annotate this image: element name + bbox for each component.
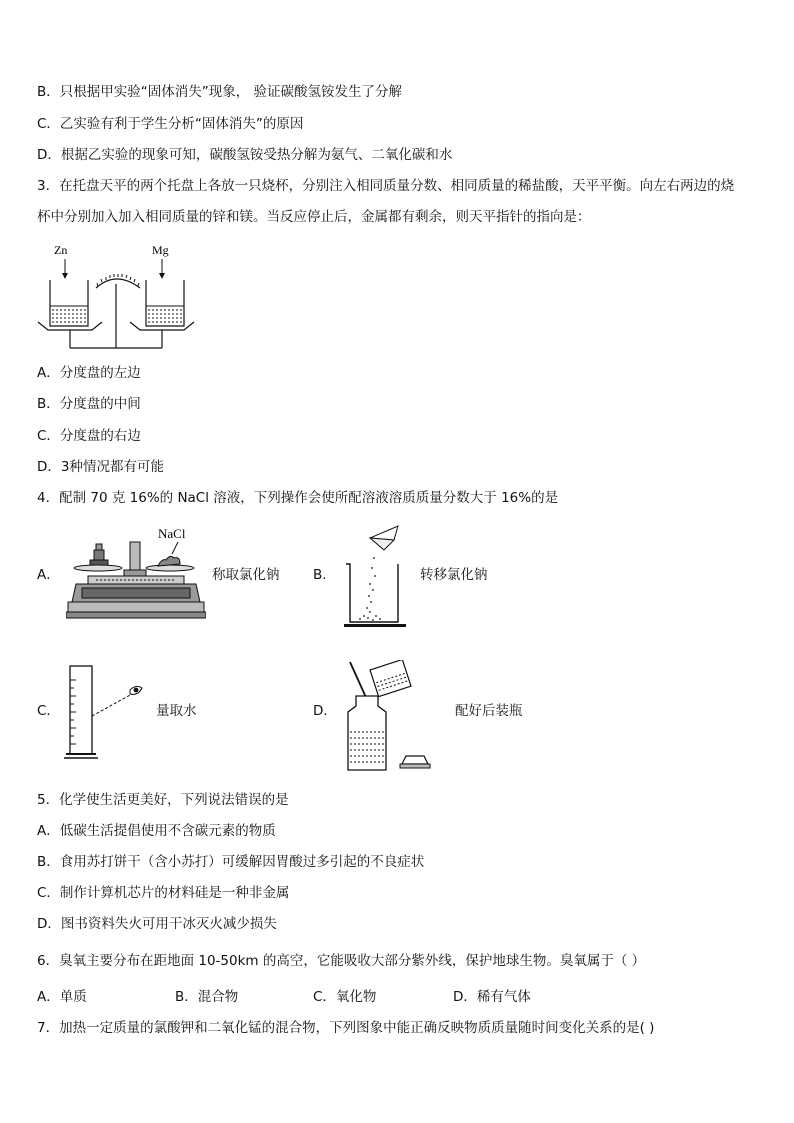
q4-a-label: 称取氯化钠 [212, 567, 280, 583]
q4-c-label: 量取水 [156, 703, 197, 719]
measuring-cylinder-figure [62, 664, 152, 764]
q4-stem: 4．配制 70 克 16%的 NaCl 溶液，下列操作会使所配溶液溶质质量分数大于 16%的是 [37, 490, 559, 506]
q6-option-c: C．氧化物 [313, 989, 377, 1005]
mg-label: Mg [152, 243, 169, 257]
q6-option-d: D．稀有气体 [453, 989, 531, 1005]
q4-b-label: 转移氯化钠 [420, 567, 488, 583]
q3-stem-line2: 杯中分别加入加入相同质量的锌和镁。当反应停止后，金属都有剩余，则天平指针的指向是： [37, 209, 591, 225]
q4-d-label: 配好后装瓶 [455, 703, 523, 719]
q5-option-c: C．制作计算机芯片的材料硅是一种非金属 [37, 885, 290, 901]
q3-option-d: D．3种情况都有可能 [37, 459, 164, 475]
weighing-balance-figure [66, 522, 206, 626]
q2-option-c: C．乙实验有利于学生分析“固体消失”的原因 [37, 116, 304, 132]
bottle-filling-figure [340, 660, 450, 772]
q5-option-a: A．低碳生活提倡使用不含碳元素的物质 [37, 823, 276, 839]
q3-option-b: B．分度盘的中间 [37, 396, 141, 412]
q3-option-a: A．分度盘的左边 [37, 365, 141, 381]
q4-a-letter: A． [37, 567, 60, 583]
q3-option-c: C．分度盘的右边 [37, 428, 141, 444]
q5-option-d: D．图书资料失火可用干冰灭火减少损失 [37, 916, 277, 932]
nacl-label: NaCl [158, 526, 186, 541]
transfer-salt-figure [340, 524, 410, 630]
q5-option-b: B．食用苏打饼干（含小苏打）可缓解因胃酸过多引起的不良症状 [37, 854, 425, 870]
q2-option-b: B．只根据甲实验“固体消失”现象， 验证碳酸氢铵发生了分解 [37, 84, 403, 100]
q7-stem: 7．加热一定质量的氯酸钾和二氧化锰的混合物，下列图象中能正确反映物质质量随时间变化关系的是( ) [37, 1020, 655, 1036]
q6-stem: 6．臭氧主要分布在距地面 10-50km 的高空，它能吸收大部分紫外线，保护地球生物。臭氧属于（ ） [37, 953, 646, 969]
zn-label: Zn [54, 243, 68, 257]
balance-beakers-figure [36, 240, 196, 352]
q4-c-letter: C． [37, 703, 60, 719]
q3-stem-line1: 3．在托盘天平的两个托盘上各放一只烧杯，分别注入相同质量分数、相同质量的稀盐酸，天平平衡。向左右两边的烧 [37, 178, 735, 194]
q5-stem: 5．化学使生活更美好，下列说法错误的是 [37, 792, 289, 808]
q6-option-a: A．单质 [37, 989, 87, 1005]
q4-d-letter: D． [313, 703, 337, 719]
q4-b-letter: B． [313, 567, 336, 583]
q2-option-d: D．根据乙实验的现象可知，碳酸氢铵受热分解为氨气、二氧化碳和水 [37, 147, 453, 163]
q6-option-b: B．混合物 [175, 989, 239, 1005]
